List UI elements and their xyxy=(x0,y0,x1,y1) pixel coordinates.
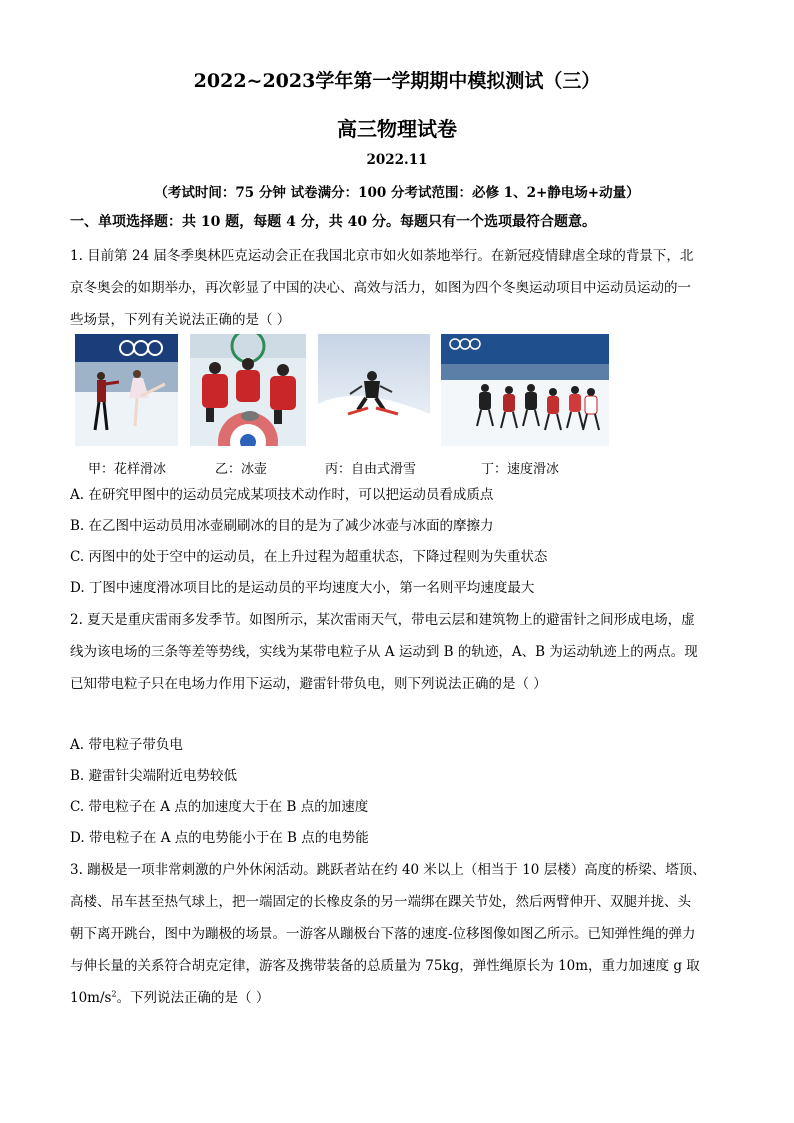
q2-line: 线为该电场的三条等差等势线，实线为某带电粒子从 A 运动到 B 的轨迹，A、B 为运动轨迹上的两点。现 xyxy=(70,644,698,660)
q3-unit-exponent: 2 xyxy=(111,989,117,999)
q3-line-last xyxy=(70,986,730,1006)
photo-caption: 乙：冰壶 xyxy=(215,462,268,477)
q3-line: 与伸长量的关系符合胡克定律，游客及携带装备的总质量为 75kg，弹性绳原长为 10m，重力加速度 g 取 xyxy=(70,958,700,974)
q3-line: 3. 蹦极是一项非常刺激的户外休闲活动。跳跃者站在约 40 米以上（相当于 10 层楼）高度的桥梁、塔顶、 xyxy=(70,862,706,878)
q1-option-d: D. 丁图中速度滑冰项目比的是运动员的平均速度大小，第一名则平均速度最大 xyxy=(70,580,535,596)
speed-skating-photo xyxy=(441,334,609,446)
q3-unit-text: 10m/s xyxy=(70,990,112,1006)
q1-option-c: C. 丙图中的处于空中的运动员，在上升过程为超重状态，下降过程则为失重状态 xyxy=(70,549,548,565)
q3-question-text: 。下列说法正确的是（ ） xyxy=(116,990,270,1006)
q2-line: 已知带电粒子只在电场力作用下运动，避雷针带负电，则下列说法正确的是（ ） xyxy=(70,676,547,692)
q1-line: 1. 目前第 24 届冬季奥林匹克运动会正在我国北京市如火如荼地举行。在新冠疫情肆虐全球的背景下，北 xyxy=(70,248,694,264)
q2-option-d: D. 带电粒子在 A 点的电势能小于在 B 点的电势能 xyxy=(70,830,369,846)
exam-subtitle: 高三物理试卷 xyxy=(337,117,457,141)
q1-line: 京冬奥会的如期举办，再次彰显了中国的决心、高效与活力，如图为四个冬奥运动项目中运动员运动的一 xyxy=(70,280,691,296)
photo-caption: 甲：花样滑冰 xyxy=(88,462,167,477)
exam-date: 2022.11 xyxy=(366,152,428,168)
section-heading: 一、单项选择题：共 10 题，每题 4 分，共 40 分。每题只有一个选项最符合题意。 xyxy=(70,214,596,230)
figure-skating-photo xyxy=(75,334,178,446)
q2-option-b: B. 避雷针尖端附近电势较低 xyxy=(70,768,238,784)
curling-photo xyxy=(190,334,306,446)
freestyle-skiing-photo xyxy=(318,334,430,446)
q1-option-b: B. 在乙图中运动员用冰壶刷刷冰的目的是为了减少冰壶与冰面的摩擦力 xyxy=(70,518,494,534)
q2-option-c: C. 带电粒子在 A 点的加速度大于在 B 点的加速度 xyxy=(70,799,369,815)
photo-caption: 丙：自由式滑雪 xyxy=(325,462,417,477)
q1-option-a: A. 在研究甲图中的运动员完成某项技术动作时，可以把运动员看成质点 xyxy=(70,487,494,503)
q3-line: 朝下离开跳台，图中为蹦极的场景。一游客从蹦极台下落的速度-位移图像如图乙所示。已知弹性绳的弹力 xyxy=(70,926,696,942)
q2-option-a: A. 带电粒子带负电 xyxy=(70,737,183,753)
exam-title: 2022~2023学年第一学期期中模拟测试（三） xyxy=(193,70,601,92)
q3-line: 高楼、吊车甚至热气球上，把一端固定的长橡皮条的另一端绑在踝关节处，然后两臂伸开、双腿并拢、头 xyxy=(70,894,691,910)
photo-caption: 丁：速度滑冰 xyxy=(481,462,560,477)
exam-info: （考试时间：75 分钟 试卷满分：100 分考试范围：必修 1、2+静电场+动量） xyxy=(154,185,640,201)
q1-line: 些场景，下列有关说法正确的是（ ） xyxy=(70,312,291,328)
q2-line: 2. 夏天是重庆雷雨多发季节。如图所示，某次雷雨天气，带电云层和建筑物上的避雷针之间形成电场，虚 xyxy=(70,612,695,628)
